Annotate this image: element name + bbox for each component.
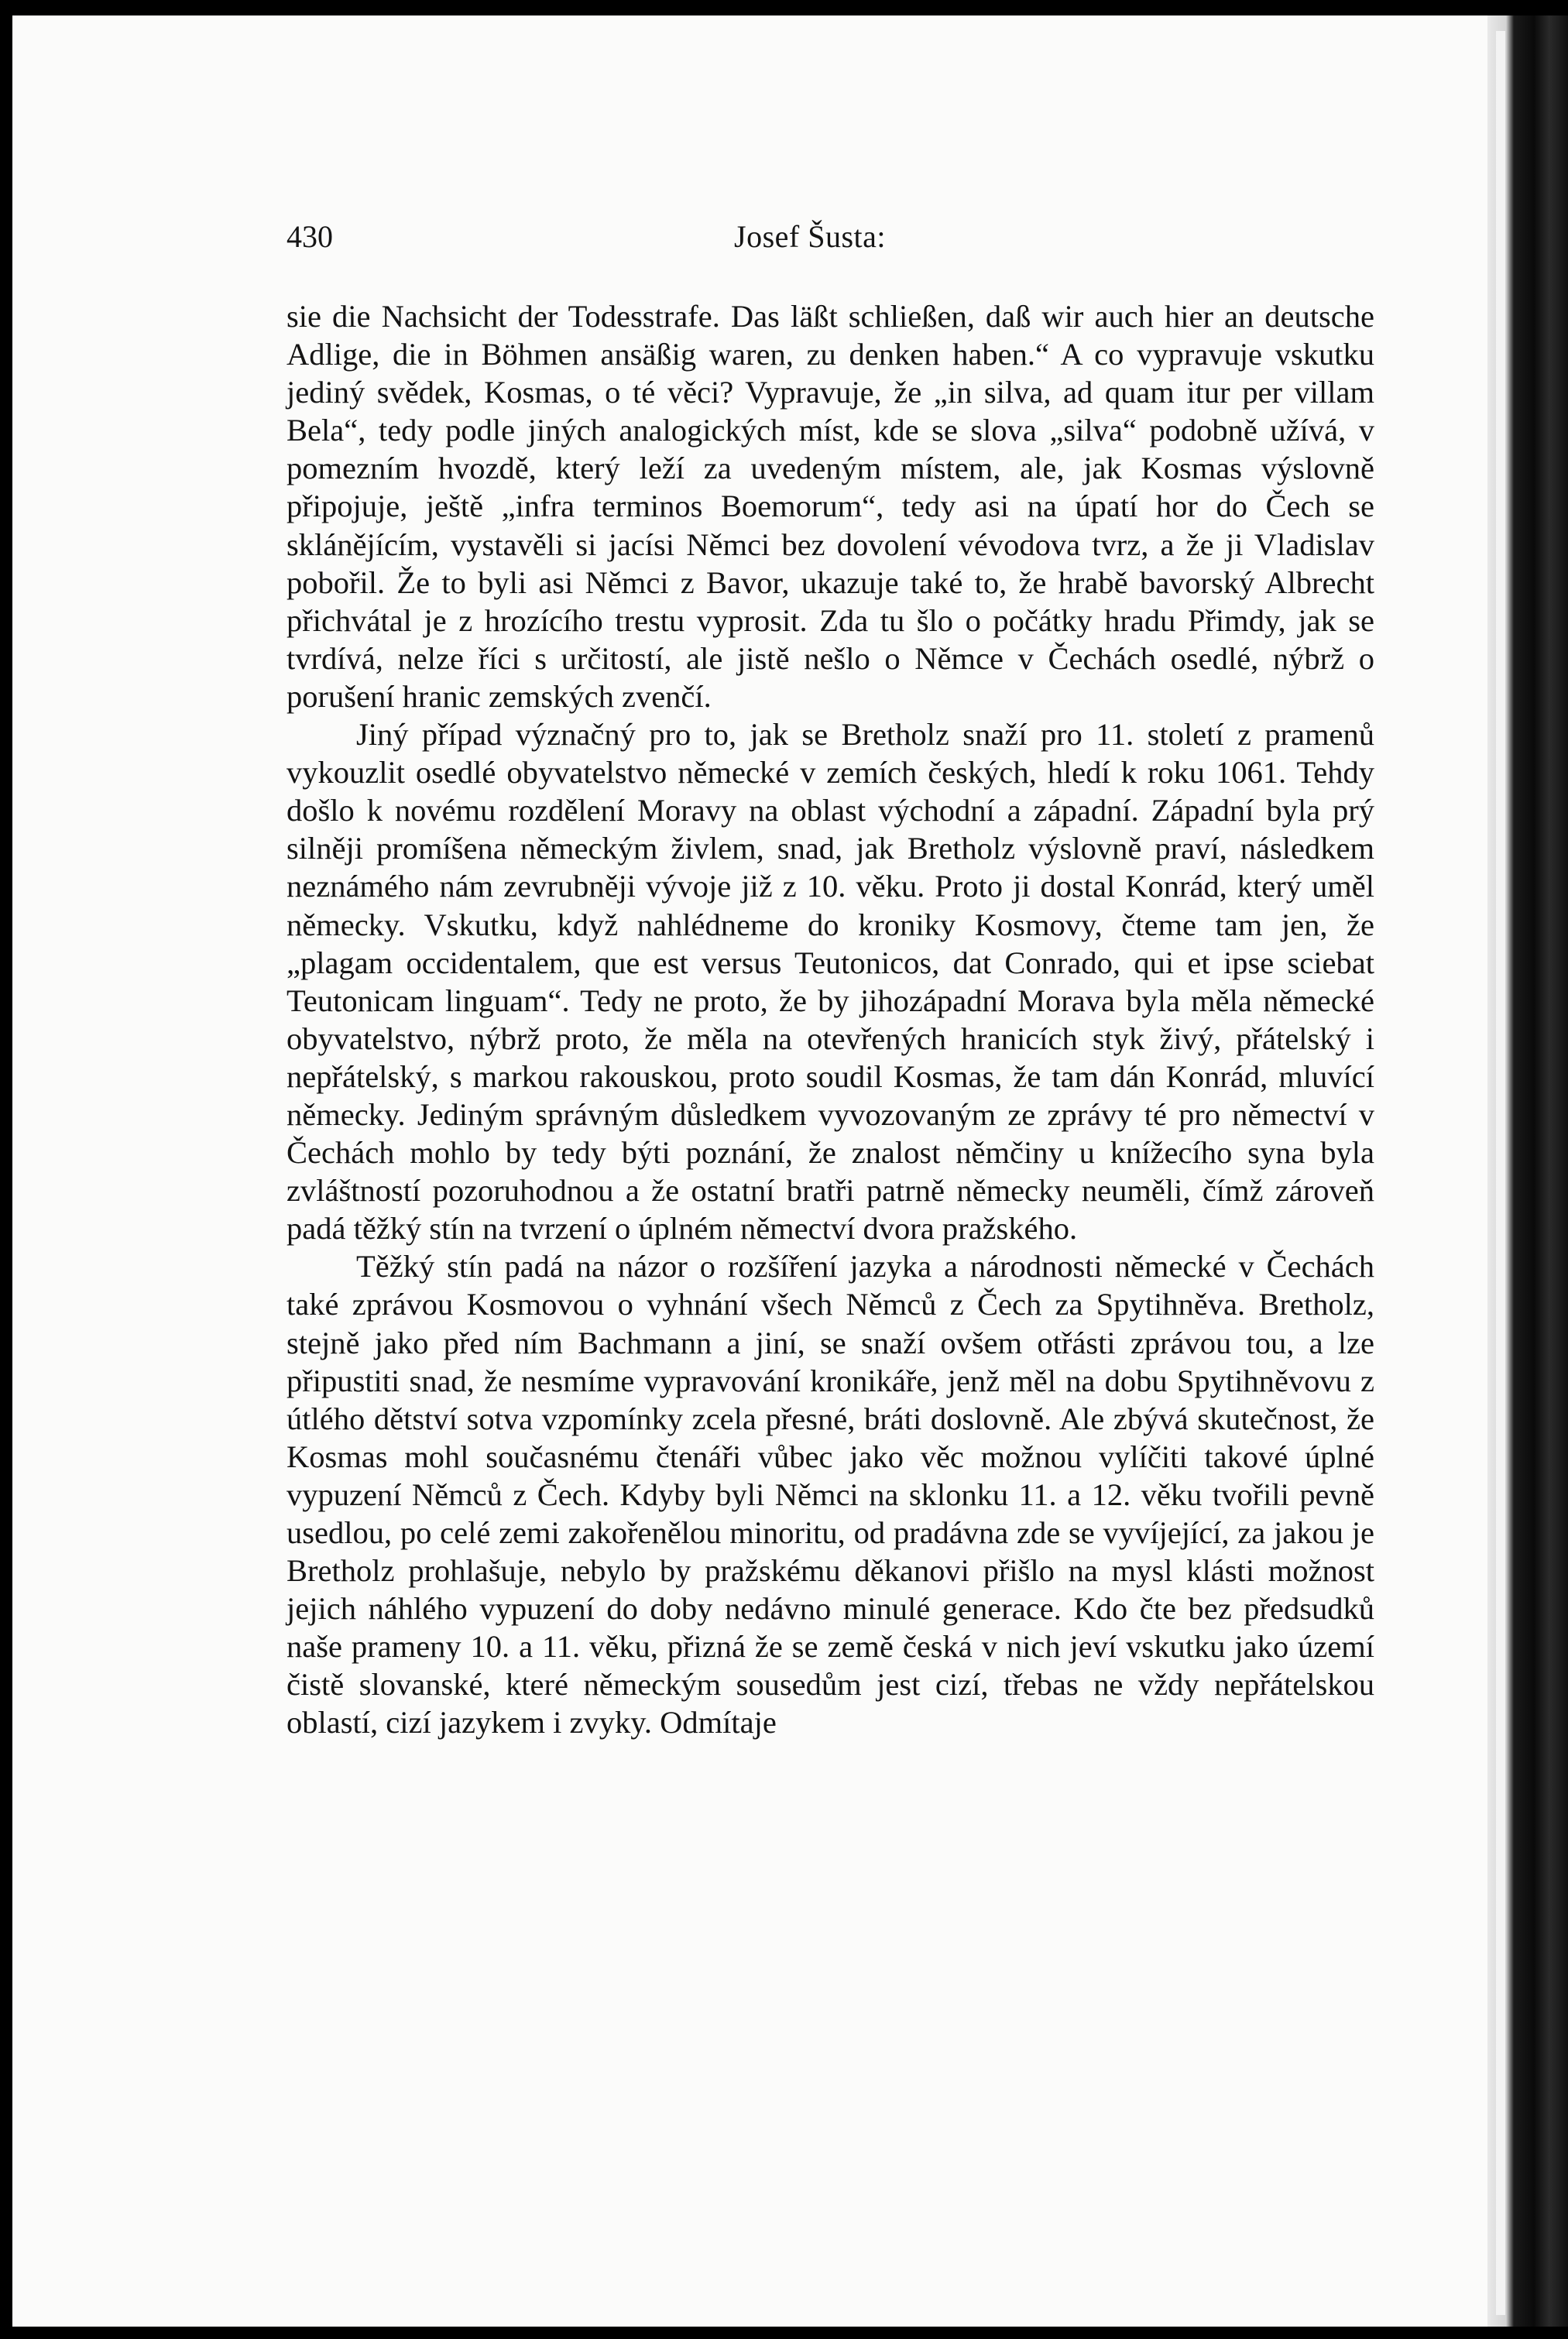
body-text (286, 297, 1374, 1742)
page-header (286, 218, 1371, 265)
paragraph-3: Těžký stín padá na názor o rozšíření jazyka a národnosti německé v Čechách také zprávou Kosmovou o vyhnání všech Němců z Čech za Spytihněva. Bretholz, stejně jako před ním Bachmann a jiní, se snaží ovšem otřásti zprávou tou, a lze připustiti snad, že nesmíme vypravování kronikáře, jenž měl na dobu Spytihněvovu z útlého dětství sotva vzpomínky zcela přesné, bráti doslovně. Ale zbývá skutečnost, že Kosmas mohl současnému čtenáři vůbec jako věc možnou vylíčiti takové úplné vypuzení Němců z Čech. Kdyby byli Němci na sklonku 11. a 12. věku tvořili pevně usedlou, po celé zemi zakořenělou minoritu, od pradávna zde se vyvíjející, za jakou je Bretholz prohlašuje, nebylo by pražskému děkanovi přišlo na mysl klásti možnost jejich náhlého vypuzení do doby nedávno minulé generace. Kdo čte bez předsudků naše prameny 10. a 11. věku, přizná že se země česká v nich jeví vskutku jako území čistě slovanské, které německým sousedům jest cizí, třebas ne vždy nepřátelskou oblastí, cizí jazykem i zvyky. Odmítaje (286, 1249, 1374, 1741)
paragraph-2: Jiný případ význačný pro to, jak se Bretholz snaží pro 11. století z pramenů vykouzlit osedlé obyvatelstvo německé v zemích českých, hledí k roku 1061. Tehdy došlo k novému rozdělení Moravy na oblast východní a západní. Západní byla prý silněji promíšena německým živlem, snad, jak Bretholz výslovně praví, následkem neznámého nám zevrubněji vývoje již z 10. věku. Proto ji dostal Konrád, který uměl německy. Vskutku, když nahlédneme do kroniky Kosmovy, čteme tam jen, že „plagam occidentalem, que est versus Teutonicos, dat Conrado, qui et ipse sciebat Teutonicam linguam“. Tedy ne proto, že by jihozápadní Morava byla měla německé obyvatelstvo, nýbrž proto, že měla na otevřených hranicích styk živý, přátelský i nepřátelský, s markou rakouskou, proto soudil Kosmas, že tam dán Konrád, mluvící německy. Jediným správným důsledkem vyvozovaným ze zprávy té pro němectví v Čechách mohlo by tedy býti poznání, že znalost němčiny u knížecího syna byla zvláštností pozoruhodnou a že ostatní bratři patrně německy neuměli, čímž zároveň padá těžký stín na tvrzení o úplném němectví dvora pražského. (286, 717, 1374, 1247)
running-head: Josef Šusta: (734, 219, 886, 254)
page-number: 430 (286, 219, 333, 254)
paragraph-1: sie die Nachsicht der Todesstrafe. Das läßt schließen, daß wir auch hier an deutsche Adlige, die in Böhmen ansäßig waren, zu denken haben.“ A co vypravuje vskutku jediný svědek, Kosmas, o té věci? Vypravuje, že „in silva, ad quam itur per villam Bela“, tedy podle jiných analogických míst, kde se slova „silva“ podobně užívá, v pomezním hvozdě, který leží za uvedeným místem, ale, jak Kosmas výslovně připojuje, ještě „infra terminos Boemorum“, tedy asi na úpatí hor do Čech se sklánějícím, vystavěli si jacísi Němci bez dovolení vévodova tvrz, a že ji Vladislav pobořil. Že to byli asi Němci z Bavor, ukazuje také to, že hrabě bavorský Albrecht přichvátal je z hrozícího trestu vyprosit. Zda tu šlo o počátky hradu Přimdy, jak se tvrdívá, nelze říci s určitostí, ale jistě nešlo o Němce v Čechách osedlé, nýbrž o porušení hranic zemských zvenčí. (286, 299, 1374, 714)
page-edge (1496, 31, 1505, 2315)
